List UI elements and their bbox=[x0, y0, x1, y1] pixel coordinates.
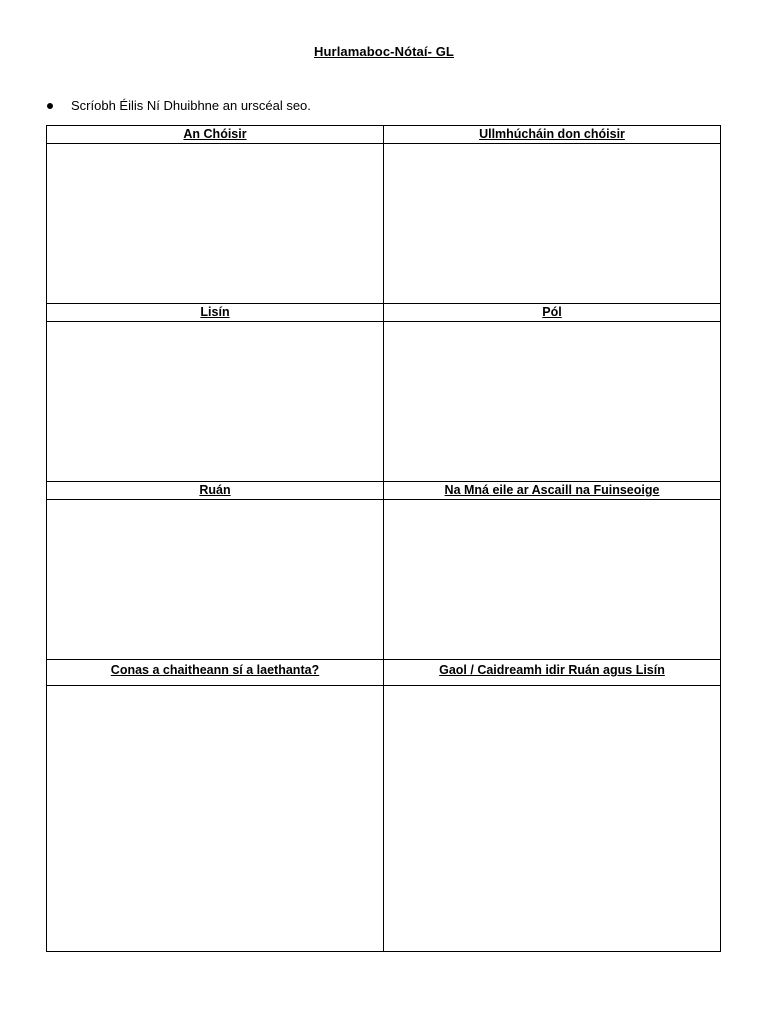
grid-heading-right: Na Mná eile ar Ascaill na Fuinseoige bbox=[384, 482, 721, 500]
notes-area-lisin[interactable] bbox=[47, 322, 384, 482]
grid-heading-right: Pól bbox=[384, 304, 721, 322]
grid-heading-left: An Chóisir bbox=[47, 126, 384, 144]
grid-header-row bbox=[47, 482, 721, 500]
bullet-text: Scríobh Éilis Ní Dhuibhne an urscéal seo. bbox=[71, 98, 311, 113]
grid-body-row bbox=[47, 500, 721, 660]
grid-header-row bbox=[47, 660, 721, 686]
grid-heading-left: Ruán bbox=[47, 482, 384, 500]
grid-body-row bbox=[47, 144, 721, 304]
notes-area-ullmhuchain[interactable] bbox=[384, 144, 721, 304]
grid-header-row bbox=[47, 304, 721, 322]
grid-heading-left: Lisín bbox=[47, 304, 384, 322]
page-title: Hurlamaboc-Nótaí- GL bbox=[314, 44, 454, 59]
bullet-icon bbox=[47, 103, 53, 109]
notes-area-mna-eile[interactable] bbox=[384, 500, 721, 660]
grid-heading-right: Ullmhúcháin don chóisir bbox=[384, 126, 721, 144]
notes-area-an-choisir[interactable] bbox=[47, 144, 384, 304]
notes-area-gaol[interactable] bbox=[384, 686, 721, 952]
notes-grid bbox=[46, 125, 721, 952]
grid-header-row bbox=[47, 126, 721, 144]
grid-body-row bbox=[47, 686, 721, 952]
grid-body-row bbox=[47, 322, 721, 482]
bullet-item bbox=[45, 98, 311, 113]
notes-area-ruan[interactable] bbox=[47, 500, 384, 660]
notes-area-laethanta[interactable] bbox=[47, 686, 384, 952]
grid-heading-right: Gaol / Caidreamh idir Ruán agus Lisín bbox=[384, 660, 721, 686]
grid-heading-left: Conas a chaitheann sí a laethanta? bbox=[47, 660, 384, 686]
notes-area-pol[interactable] bbox=[384, 322, 721, 482]
